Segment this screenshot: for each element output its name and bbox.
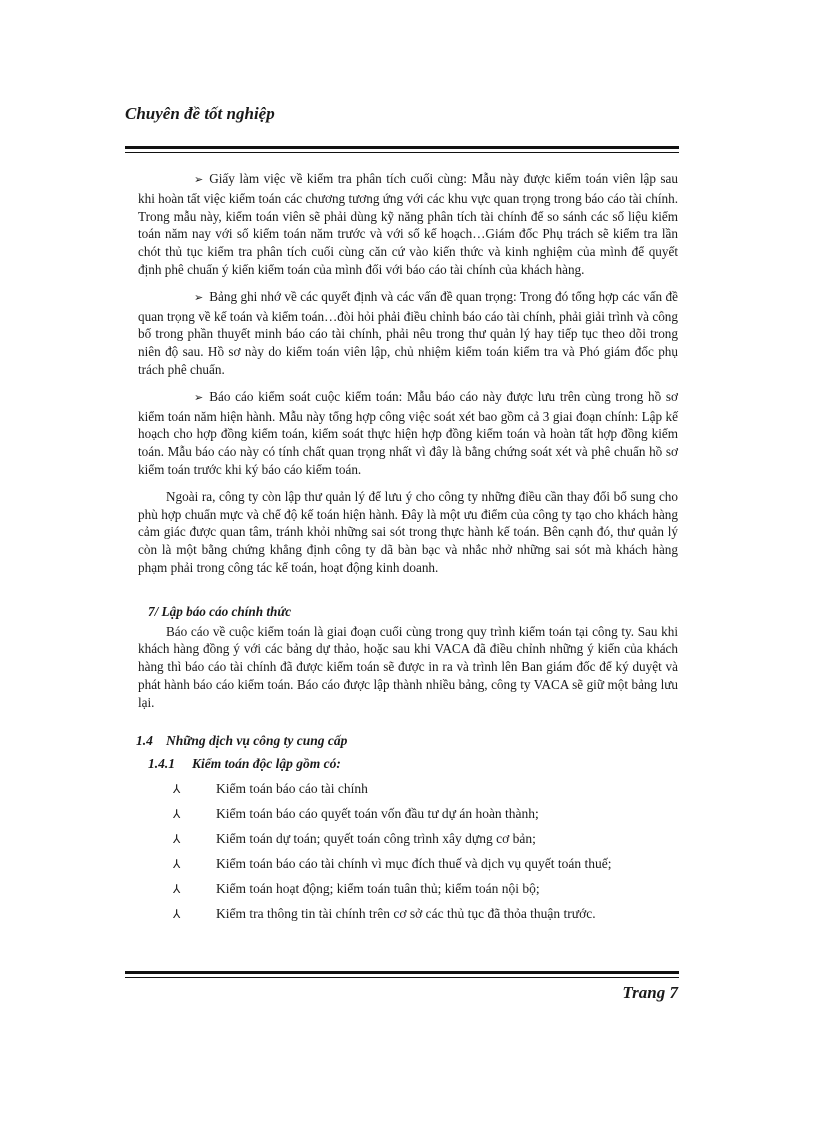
- paragraph-analysis-worksheet: [138, 170, 678, 279]
- header-rule-thick: [125, 146, 679, 149]
- bullet-icon: ⅄: [173, 807, 181, 822]
- paragraph-text: Báo cáo về cuộc kiểm toán là giai đoạn cuối cùng trong quy trình kiểm toán tại công ty. Sau khi khách hàng đồng ý với các bảng dự thảo, hoặc sau khi VACA đã điều chỉnh những ý kiến của khách hàng thì báo cáo tài chính đã được kiểm toán sẽ được in ra và trình lên Ban giám đốc để ký duyệt và phát hành báo cáo kiểm toán. Báo cáo được lập thành nhiều bảng, công ty VACA sẽ giữ một bảng lưu lại.: [138, 623, 678, 710]
- services-list: [138, 779, 678, 924]
- section-1-4-1-heading: [148, 755, 678, 773]
- list-item-text: Kiểm toán dự toán; quyết toán công trình xây dựng cơ bản;: [216, 831, 536, 847]
- bullet-icon: ⅄: [173, 882, 181, 897]
- list-item: [138, 804, 678, 824]
- header-rule-thin: [125, 152, 679, 153]
- arrow-bullet-icon: ➢: [194, 391, 204, 404]
- section-1-4-heading: [136, 732, 678, 750]
- header-title: Chuyên đề tốt nghiệp: [125, 104, 275, 123]
- list-item-text: Kiểm toán báo cáo tài chính: [216, 781, 368, 797]
- footer-rule-thin: [125, 977, 679, 978]
- list-item: [138, 829, 678, 849]
- section-7-paragraph: [138, 623, 678, 712]
- list-item-text: Kiểm toán báo cáo tài chính vì mục đích thuế và dịch vụ quyết toán thuế;: [216, 856, 612, 872]
- list-item-text: Kiểm toán hoạt động; kiểm toán tuân thủ; kiểm toán nội bộ;: [216, 881, 540, 897]
- list-item-text: Kiểm tra thông tin tài chính trên cơ sở các thủ tục đã thỏa thuận trước.: [216, 906, 596, 922]
- section-number: 1.4.1: [148, 756, 175, 772]
- list-item: [138, 854, 678, 874]
- bullet-icon: ⅄: [173, 782, 181, 797]
- arrow-bullet-icon: ➢: [194, 291, 204, 304]
- paragraph-text: Bảng ghi nhớ về các quyết định và các vấn đề quan trọng: Trong đó tổng hợp các vấn đề quan trọng về kế toán và kiểm toán…đòi hỏi phải điều chỉnh báo cáo tài chính, phải giải trình và công bố trong phần thuyết minh báo cáo tài chính, phải nêu trong thư quản lý hay tiếp tục theo dõi trong niên độ sau. Hồ sơ này do kiểm toán viên lập, chủ nhiệm kiểm toán kiểm tra và Phó giám đốc phụ trách phê chuẩn.: [138, 288, 678, 377]
- bullet-icon: ⅄: [173, 832, 181, 847]
- section-number: 1.4: [136, 732, 153, 748]
- paragraph-text: Giấy làm việc về kiểm tra phân tích cuối cùng: Mẫu này được kiểm toán viên lập sau khi hoàn tất việc kiểm toán các chương tương ứng với các khu vực quan trọng trong báo cáo tài chính. Trong mẫu này, kiểm toán viên sẽ phải dùng kỹ năng phân tích tài chính để so sánh các số liệu kiểm toán năm nay với số kiểm toán năm trước và với số kế hoạch…Giám đốc Phụ trách sẽ kiểm tra lần chót thủ tục kiểm tra phân tích cuối cùng căn cứ vào kiến thức và kinh nghiệm của mình để quyết định phê chuẩn ý kiến kiểm toán của mình đối với báo cáo tài chính của khách hàng.: [138, 171, 678, 277]
- paragraph-management-letter: [138, 488, 678, 577]
- section-7-heading: 7/ Lập báo cáo chính thức: [148, 603, 292, 619]
- list-item: [138, 879, 678, 899]
- section-title: Những dịch vụ công ty cung cấp: [166, 732, 348, 748]
- footer-rule-thick: [125, 971, 679, 974]
- bullet-icon: ⅄: [173, 857, 181, 872]
- paragraph-memo: [138, 288, 678, 379]
- bullet-icon: ⅄: [173, 907, 181, 922]
- body-text: [138, 170, 678, 929]
- page-number: Trang 7: [622, 983, 678, 1002]
- paragraph-text: Ngoài ra, công ty còn lập thư quản lý để lưu ý cho công ty những điều cần thay đổi bổ sung cho phù hợp chuẩn mực và chế độ kế toán hiện hành. Đây là một ưu điểm của công ty tạo cho khách hàng cảm giác được quan tâm, tránh khỏi những sai sót trong thực hành kế toán. Bên cạnh đó, thư quản lý còn là một bằng chứng khẳng định công ty dã bàn bạc và nhắc nhở những sai sót mà khách hàng phạm phải trong công tác kế toán, hoạt động kinh doanh.: [138, 488, 678, 575]
- list-item-text: Kiểm toán báo cáo quyết toán vốn đầu tư dự án hoàn thành;: [216, 806, 539, 822]
- list-item: [138, 779, 678, 799]
- paragraph-text: Báo cáo kiểm soát cuộc kiểm toán: Mẫu báo cáo này được lưu trên cùng trong hồ sơ kiểm toán năm hiện hành. Mẫu này tổng hợp công việc soát xét bao gồm cả 3 giai đoạn chính: Lập kế hoạch cho hợp đồng kiểm toán, kiểm soát thực hiện hợp đồng kiểm toán và hoàn tất hợp đồng kiểm toán. Mẫu báo cáo này có tính chất quan trọng nhất vì đây là bằng chứng soát xét và phê chuẩn hồ sơ kiểm toán trước khi ký báo cáo kiểm toán.: [138, 388, 678, 477]
- section-title: Kiểm toán độc lập gồm có:: [192, 756, 341, 772]
- arrow-bullet-icon: ➢: [194, 174, 204, 186]
- paragraph-control-report: [138, 388, 678, 479]
- list-item: [138, 904, 678, 924]
